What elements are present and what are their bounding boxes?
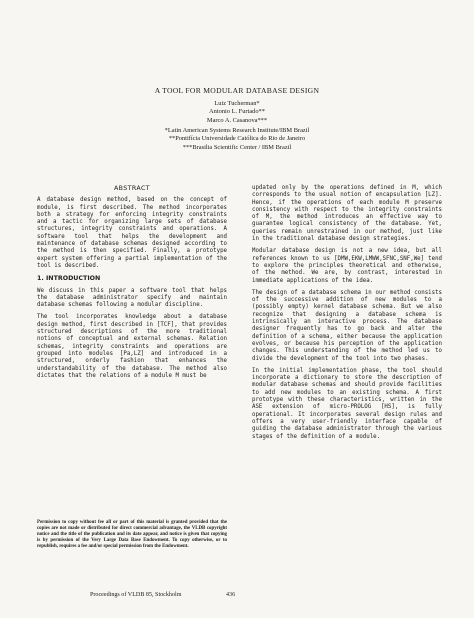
- author-name: Luiz Tucherman*: [214, 100, 260, 107]
- affiliation: ***Brasilia Scientific Center / IBM Brazil: [182, 143, 292, 151]
- affiliation: **Pontifícia Universidade Católica do Rio de Janeiro: [168, 135, 306, 143]
- body-paragraph: The design of a database schema in our method consists of the successive addition of new modules to a (possibly empty) kernel database schema. But we also recognize that designing a database schema is intrinsically an interactive process. The database designer frequently has to go back and alter the definition of a schema, either because the application evolves, or because his perception of the application changes. This understanding of the method led us to divide the development of the tool into two phases.: [252, 289, 442, 362]
- abstract-text: A database design method, based on the concept of module, is first described. The method incorporates both a strategy for enforcing integrity constraints and a tactic for organizing large sets of database structures, integrity constraints and operations. A software tool that helps the development and maintenance of database schemas designed according to the method is then specified. Finally, a prototype expert system offering a partial implementation of the tool is described.: [37, 197, 227, 269]
- proceedings-footer: Proceedings of VLDB 85, Stockholm: [90, 592, 182, 598]
- copyright-permission-notice: Permission to copy without fee all or part of this material is granted provided that the copies are not made or distributed for direct commercial advantage, the VLDB copyright notice and the title of the publication and its date appear, and notice is given that copying is by permission of the Very Large Data Base Endowment. To copy otherwise, or to republish, requires a fee and/or special permission from the Endowment.: [37, 520, 227, 549]
- body-paragraph: The tool incorporates knowledge about a database design method, first described in [TCF], that provides structured descriptions of the more traditional notions of conceptual and external schemas. Relation schemas, integrity constraints and operations are grouped into modules [Pa,LZ] and introduced in a structured, orderly fashion that enhances the understandability of the database. The method also dictates that the relations of a module M must be: [37, 314, 227, 379]
- affiliation: *Latin American Systems Research Institute/IBM Brazil: [164, 127, 310, 134]
- left-column: [37, 185, 227, 385]
- affiliation-list: [0, 127, 474, 152]
- right-column: [252, 185, 442, 446]
- author-name: Marco A. Casanova***: [206, 116, 268, 124]
- author-list: [0, 100, 474, 125]
- introduction-heading: 1. INTRODUCTION: [37, 275, 101, 283]
- abstract-heading: ABSTRACT: [113, 185, 151, 192]
- body-paragraph: updated only by the operations defined in M, which corresponds to the usual notion of encapsulation [LZ]. Hence, if the operations of each module M preserve consistency with respect to the integrity constraints of M, the method introduces an effective way to guarantee logical consistency of the database. Yet, queries remain unrestrained in our method, just like in the traditional database design strategies.: [252, 185, 442, 243]
- body-paragraph: In the initial implementation phase, the tool should incorporate a dictionary to store the description of modular database schemas and should provide facilities to add new modules to an existing schema. A first prototype with these characteristics, written in the ASE extension of micro-PROLOG [HS], is fully operational. It incorporates several design rules and offers a very user-friendly interface capable of guiding the database administrator through the various stages of the definition of a module.: [252, 367, 442, 440]
- body-paragraph: Modular database design is not a new idea, but all references known to us [DMW,EKW,LMWW,SFNC,SNF,We] tend to explore the principles theoretical and otherwise, of the method. We are, by contrast, interested in immediate applications of the idea.: [252, 248, 442, 284]
- author-name: Antonio L. Furtado**: [209, 108, 265, 116]
- page-number: 436: [226, 592, 236, 598]
- paper-title: A TOOL FOR MODULAR DATABASE DESIGN: [154, 86, 320, 95]
- body-paragraph: We discuss in this paper a software tool that helps the database administrator specify and maintain database schemas following a modular discipline.: [37, 287, 227, 309]
